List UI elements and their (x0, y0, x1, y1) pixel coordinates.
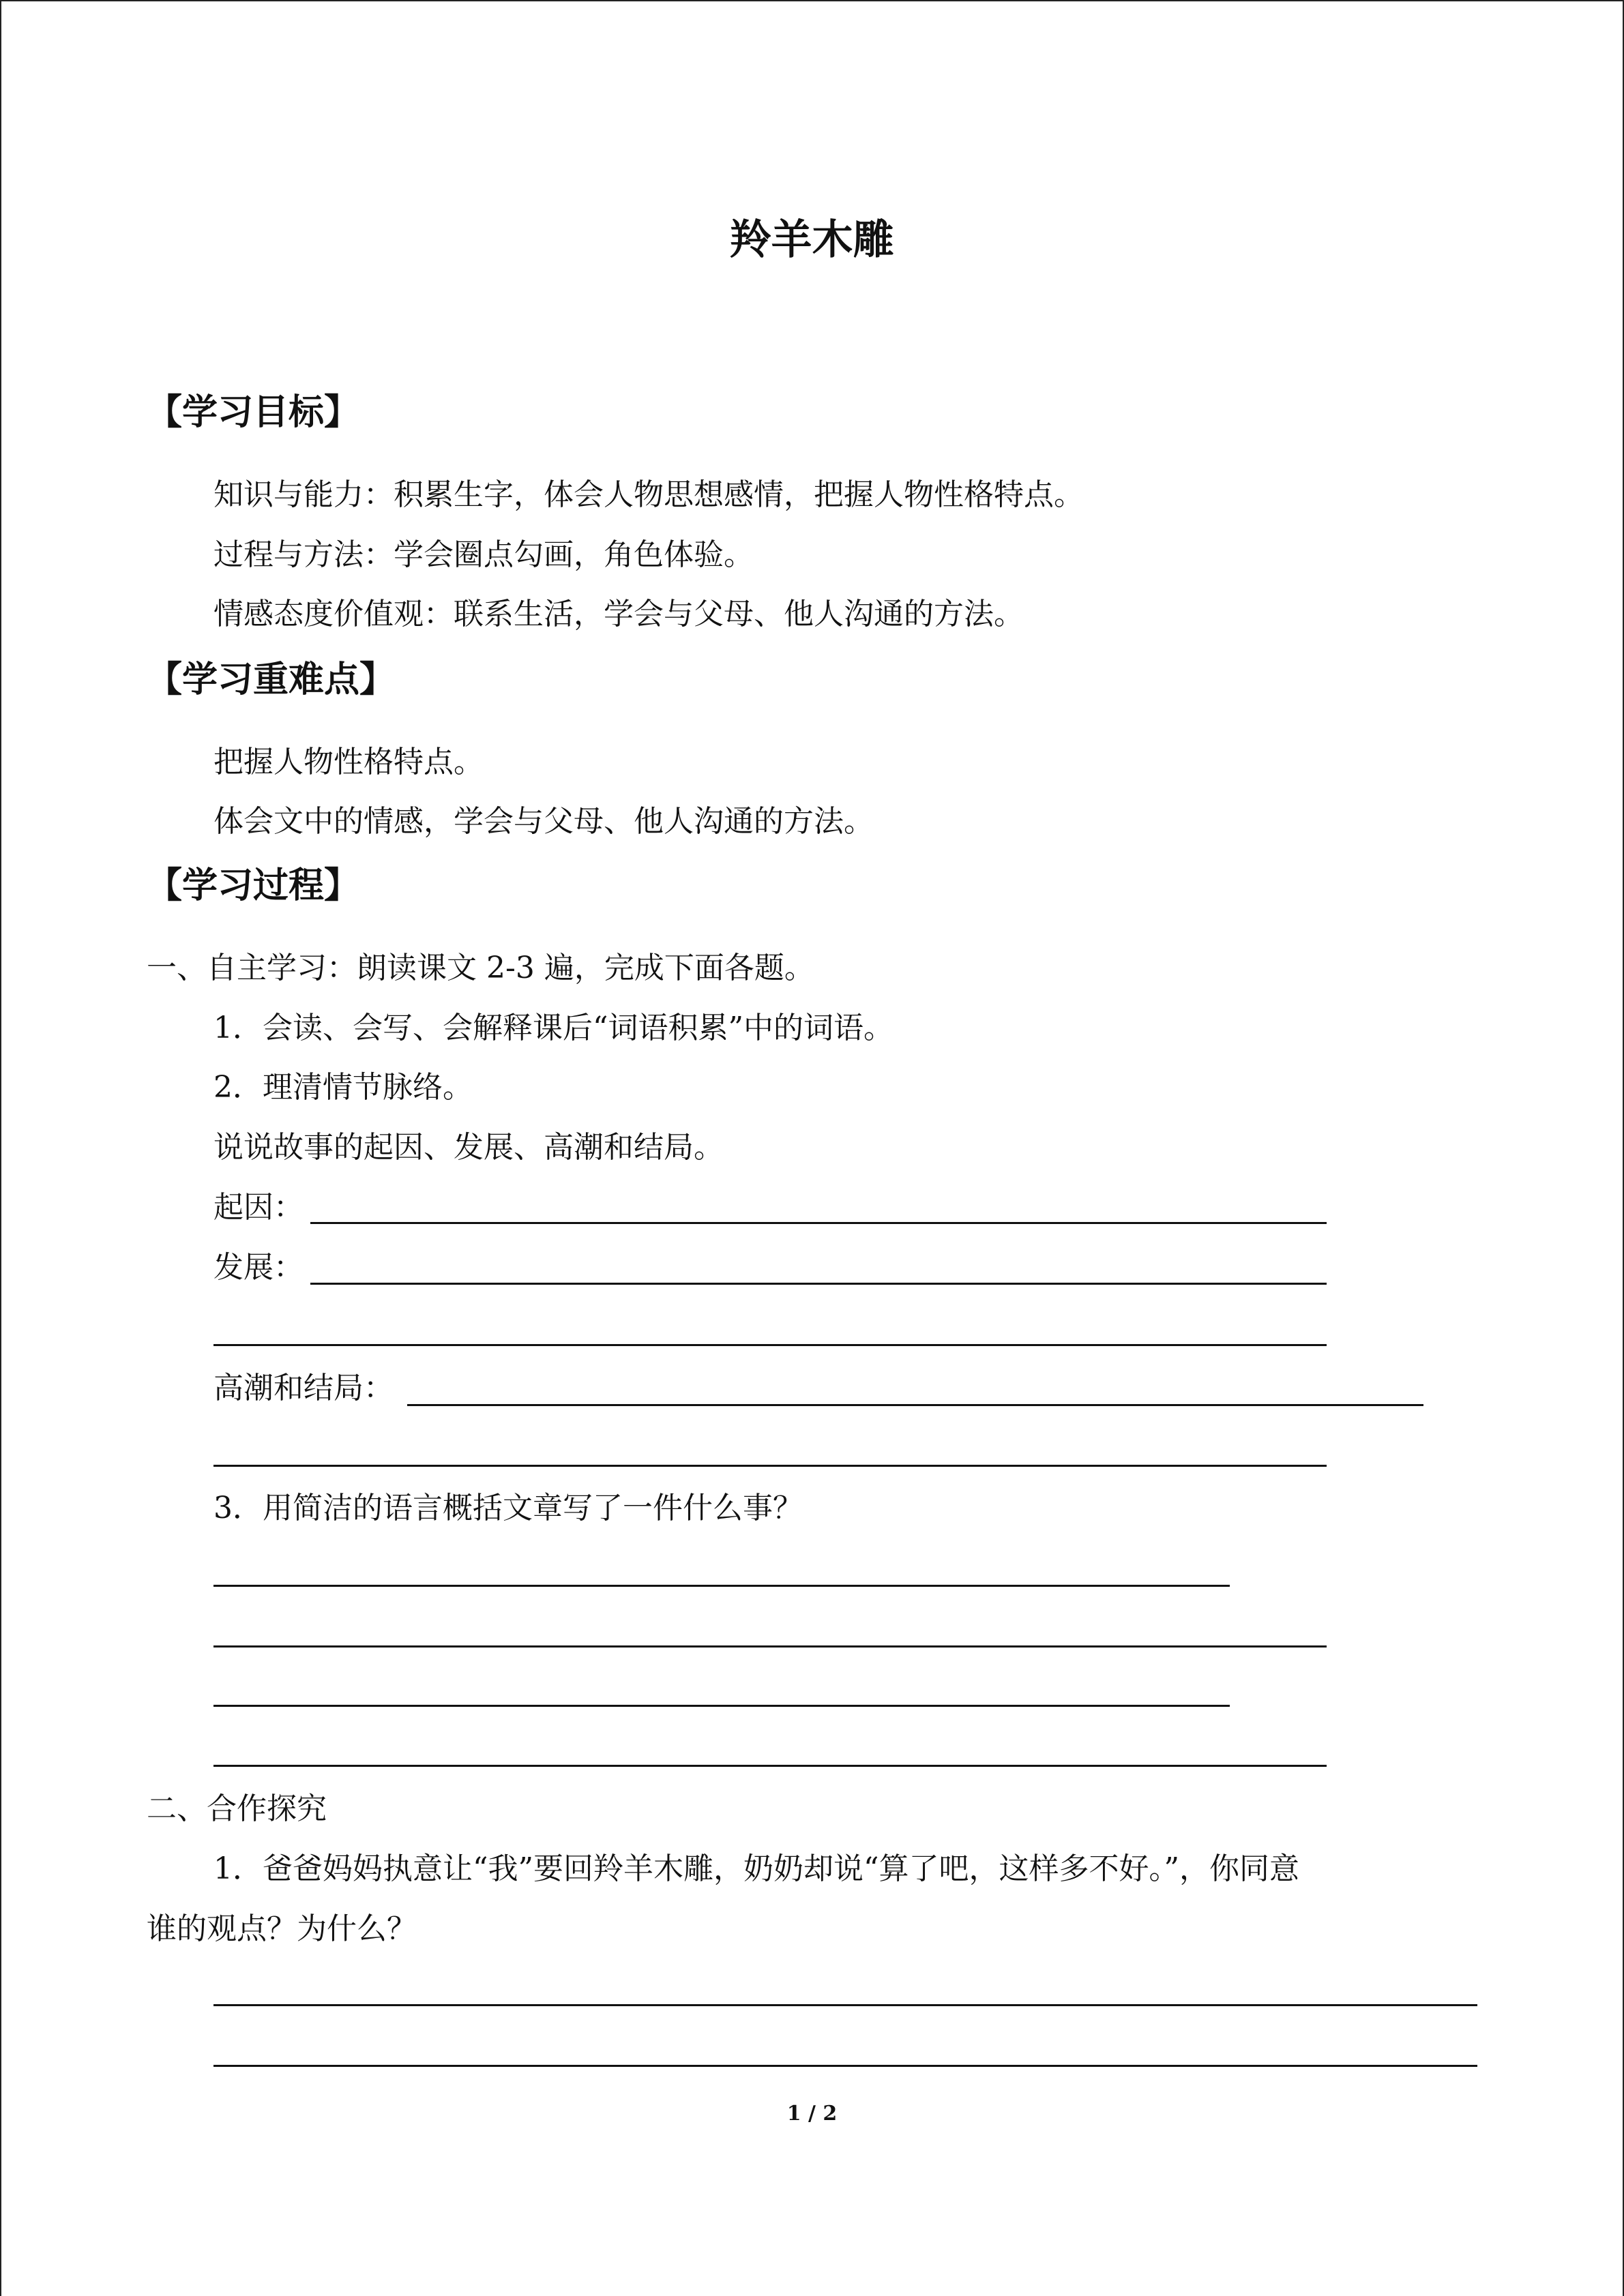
part2-question-1: 1．爸爸妈妈执意让“我”要回羚羊木雕，奶奶却说“算了吧，这样多不好。”，你同意 (213, 1851, 1299, 1886)
part2-title: 二、合作探究 (147, 1791, 327, 1826)
climax-answer-line[interactable] (213, 1465, 1327, 1467)
summary-answer-line[interactable] (213, 1765, 1327, 1767)
goals-heading: 【学习目标】 (147, 391, 360, 433)
key-points-heading: 【学习重难点】 (147, 659, 396, 700)
part2-answer-line[interactable] (213, 2065, 1477, 2067)
part1-title: 一、自主学习：朗读课文 2-3 遍，完成下面各题。 (147, 951, 814, 985)
cause-label: 起因： (213, 1190, 304, 1225)
development-answer-line[interactable] (310, 1283, 1327, 1285)
page-border-left (0, 0, 1, 2296)
goal-item: 情感态度价值观：联系生活，学会与父母、他人沟通的方法。 (213, 597, 1024, 631)
key-point-item: 把握人物性格特点。 (213, 745, 484, 779)
page-title: 羚羊木雕 (730, 216, 894, 264)
summary-answer-line[interactable] (213, 1705, 1230, 1707)
development-answer-line[interactable] (213, 1344, 1327, 1346)
question-3: 3．用简洁的语言概括文章写了一件什么事？ (213, 1491, 803, 1525)
cause-answer-line[interactable] (310, 1222, 1327, 1224)
page-number: 1 / 2 (786, 2102, 838, 2126)
summary-answer-line[interactable] (213, 1585, 1230, 1587)
question-2: 2．理清情节脉络。 (213, 1070, 473, 1105)
summary-answer-line[interactable] (213, 1645, 1327, 1648)
goal-item: 知识与能力：积累生字，体会人物思想感情，把握人物性格特点。 (213, 477, 1084, 512)
climax-label: 高潮和结局： (213, 1371, 394, 1405)
page-border-top (0, 0, 1624, 1)
process-heading: 【学习过程】 (147, 865, 360, 906)
question-2-sub: 说说故事的起因、发展、高潮和结局。 (213, 1130, 724, 1165)
key-point-item: 体会文中的情感，学会与父母、他人沟通的方法。 (213, 804, 874, 839)
part2-answer-line[interactable] (213, 2004, 1477, 2006)
question-1: 1．会读、会写、会解释课后“词语积累”中的词语。 (213, 1011, 894, 1045)
goal-item: 过程与方法：学会圈点勾画，角色体验。 (213, 537, 754, 572)
climax-answer-line[interactable] (407, 1404, 1423, 1406)
part2-question-1-cont: 谁的观点？为什么？ (147, 1911, 417, 1946)
development-label: 发展： (213, 1250, 304, 1285)
